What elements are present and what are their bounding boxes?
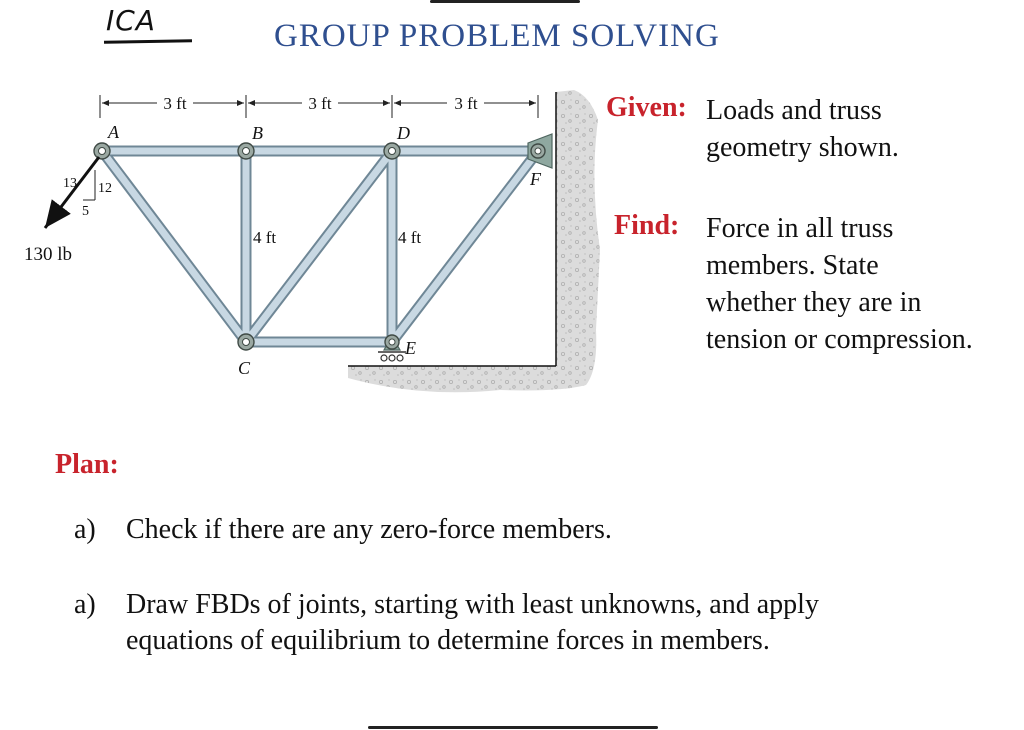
load-label: 130 lb	[24, 244, 73, 265]
slope-12-label: 12	[98, 181, 112, 196]
plan-step-2-line-2: equations of equilibrium to determine forces in members.	[126, 625, 770, 656]
dim-bc-label: 4 ft	[253, 228, 277, 247]
joint-e-label: E	[405, 338, 416, 358]
joint-d-label: D	[397, 123, 410, 143]
find-text	[706, 210, 1016, 358]
plan-step-1-text	[126, 512, 612, 548]
dim-bd-label: 3 ft	[308, 94, 332, 113]
given-line-1: Loads and truss	[706, 95, 882, 126]
member-ac	[102, 151, 246, 342]
given-label: Given:	[606, 92, 687, 123]
find-label: Find:	[614, 210, 680, 241]
plan-step-2-marker: a)	[74, 589, 96, 620]
page-title: GROUP PROBLEM SOLVING	[274, 18, 720, 54]
plan-step-1-line-1: Check if there are any zero-force members.	[126, 514, 612, 545]
load-arrow	[45, 157, 99, 228]
slope-13-label: 13	[63, 176, 77, 191]
joint-b-label: B	[252, 123, 263, 143]
joint-a-label: A	[108, 122, 119, 142]
given-line-2: geometry shown.	[706, 132, 899, 163]
plan-step-1-marker: a)	[74, 514, 96, 545]
plan-step-2-text	[126, 587, 819, 659]
truss-members	[102, 151, 538, 342]
joint-f-label: F	[530, 169, 541, 189]
bottom-window-bar	[368, 726, 658, 729]
plan-step-1	[74, 512, 974, 552]
plan-step-2-line-1: Draw FBDs of joints, starting with least unknowns, and apply	[126, 589, 819, 620]
dim-ab-label: 3 ft	[163, 94, 187, 113]
ica-handwritten-note: ICA	[106, 4, 156, 37]
joint-c-label: C	[238, 358, 251, 378]
plan-label: Plan:	[55, 449, 119, 480]
dim-de-label: 4 ft	[398, 228, 422, 247]
find-line-2: members. State	[706, 250, 879, 281]
find-line-4: tension or compression.	[706, 324, 973, 355]
given-text	[706, 92, 1006, 166]
find-line-3: whether they are in	[706, 287, 922, 318]
find-line-1: Force in all truss	[706, 213, 894, 244]
truss-diagram	[0, 80, 600, 400]
ica-underline	[104, 39, 192, 44]
dim-df-label: 3 ft	[454, 94, 478, 113]
plan-step-2	[74, 587, 974, 667]
slope-5-label: 5	[82, 204, 89, 219]
top-window-bar	[430, 0, 580, 3]
